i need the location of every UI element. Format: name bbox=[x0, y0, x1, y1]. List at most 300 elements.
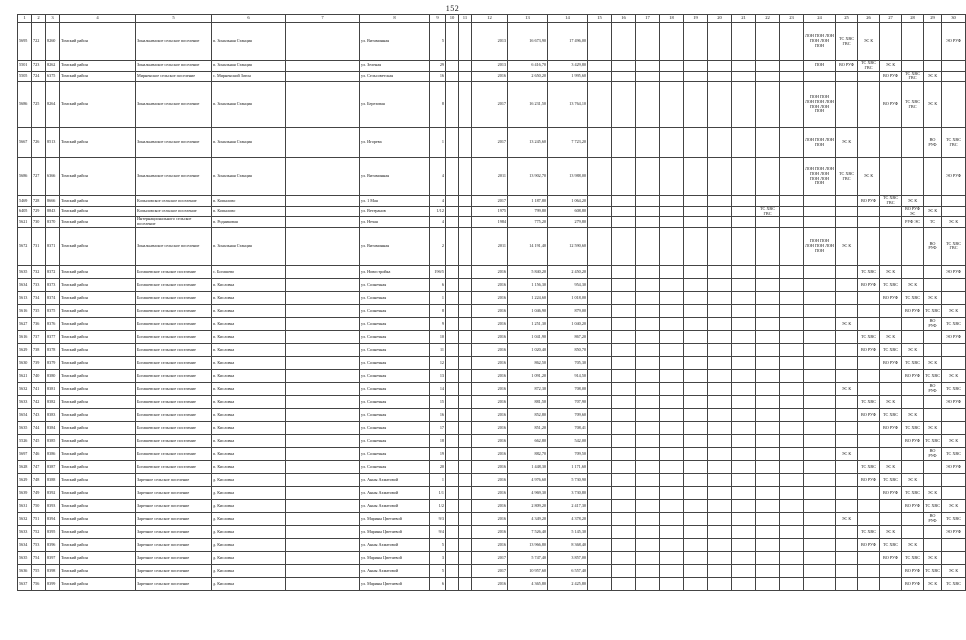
table-cell bbox=[924, 395, 942, 408]
table-cell bbox=[636, 330, 660, 343]
table-cell bbox=[612, 564, 636, 577]
table-cell bbox=[684, 61, 708, 72]
table-cell bbox=[732, 395, 756, 408]
table-cell: ЭС К bbox=[836, 512, 858, 525]
table-row bbox=[18, 158, 966, 196]
table-cell: Томский район bbox=[60, 158, 136, 196]
table-cell: 4 969,30 bbox=[508, 486, 548, 499]
table-row bbox=[18, 408, 966, 421]
table-cell: 10 957,60 bbox=[508, 564, 548, 577]
table-cell: Зональненское сельское поселение bbox=[136, 128, 212, 158]
table-cell bbox=[660, 551, 684, 564]
table-cell: 6366 bbox=[46, 158, 60, 196]
table-cell bbox=[804, 343, 836, 356]
table-cell bbox=[924, 330, 942, 343]
table-row bbox=[18, 343, 966, 356]
table-cell bbox=[780, 343, 804, 356]
table-row bbox=[18, 356, 966, 369]
table-cell: Богашевское сельское поселение bbox=[136, 382, 212, 395]
table-cell bbox=[902, 265, 924, 278]
table-cell bbox=[942, 408, 966, 421]
table-cell: 1 171,60 bbox=[548, 460, 588, 473]
table-cell: 16 231,50 bbox=[508, 82, 548, 128]
table-row bbox=[18, 317, 966, 330]
table-row bbox=[18, 499, 966, 512]
table-cell: 8396 bbox=[46, 538, 60, 551]
table-cell: РУФ ЭС bbox=[902, 217, 924, 228]
table-cell bbox=[708, 382, 732, 395]
table-cell bbox=[286, 265, 360, 278]
table-cell bbox=[684, 577, 708, 590]
table-cell bbox=[588, 356, 612, 369]
table-cell: ЭО РУФ bbox=[942, 265, 966, 278]
table-cell bbox=[612, 343, 636, 356]
column-number: 13 bbox=[508, 15, 548, 23]
table-cell: ТС ХВС bbox=[924, 434, 942, 447]
register-table bbox=[17, 14, 966, 591]
table-cell bbox=[612, 434, 636, 447]
table-cell bbox=[780, 551, 804, 564]
table-cell bbox=[446, 512, 459, 525]
table-cell bbox=[286, 577, 360, 590]
table-cell bbox=[858, 447, 880, 460]
table-cell bbox=[708, 577, 732, 590]
table-cell bbox=[780, 217, 804, 228]
table-cell bbox=[836, 206, 858, 217]
column-number: 11 bbox=[459, 15, 472, 23]
table-cell: ТС ХВС bbox=[942, 317, 966, 330]
table-cell: 2016 bbox=[472, 538, 508, 551]
table-cell: Томский район bbox=[60, 330, 136, 343]
table-cell bbox=[902, 227, 924, 265]
table-cell bbox=[804, 551, 836, 564]
table-cell bbox=[588, 434, 612, 447]
table-cell bbox=[804, 577, 836, 590]
table-cell bbox=[286, 499, 360, 512]
table-cell: п. Зональная Станция bbox=[212, 158, 286, 196]
table-cell: 8264 bbox=[46, 82, 60, 128]
table-cell: 1 040,20 bbox=[548, 317, 588, 330]
table-cell bbox=[612, 460, 636, 473]
table-cell: 1 995,60 bbox=[548, 71, 588, 82]
table-cell bbox=[836, 551, 858, 564]
table-cell: 1 064,20 bbox=[548, 196, 588, 207]
table-cell bbox=[804, 356, 836, 369]
table-cell bbox=[684, 460, 708, 473]
column-number: 5 bbox=[136, 15, 212, 23]
table-cell: 850,70 bbox=[548, 343, 588, 356]
table-cell: 2016 bbox=[472, 317, 508, 330]
table-cell: ул. Новостройка bbox=[360, 265, 430, 278]
table-cell bbox=[636, 61, 660, 72]
table-cell bbox=[286, 538, 360, 551]
table-cell bbox=[612, 61, 636, 72]
table-cell bbox=[459, 206, 472, 217]
table-cell bbox=[684, 499, 708, 512]
table-cell bbox=[902, 447, 924, 460]
table-cell bbox=[286, 434, 360, 447]
table-cell bbox=[660, 473, 684, 486]
table-cell: ВО РУФ bbox=[924, 382, 942, 395]
table-cell: 5667 bbox=[18, 128, 32, 158]
column-number: 28 bbox=[902, 15, 924, 23]
table-cell: Заречное сельское поселение bbox=[136, 551, 212, 564]
table-cell: 731 bbox=[32, 227, 46, 265]
table-cell: Томский район bbox=[60, 525, 136, 538]
table-cell: ВО РУФ bbox=[924, 227, 942, 265]
table-cell bbox=[836, 486, 858, 499]
table-cell bbox=[588, 564, 612, 577]
table-cell bbox=[708, 304, 732, 317]
table-cell bbox=[286, 421, 360, 434]
table-cell: п. Родниковая bbox=[212, 217, 286, 228]
table-cell bbox=[780, 206, 804, 217]
table-cell: 8381 bbox=[46, 382, 60, 395]
column-number: 10 bbox=[446, 15, 459, 23]
table-cell bbox=[804, 291, 836, 304]
table-cell bbox=[708, 447, 732, 460]
table-cell: ЭС К bbox=[924, 577, 942, 590]
table-cell: 734 bbox=[32, 291, 46, 304]
table-cell bbox=[636, 317, 660, 330]
table-cell bbox=[684, 447, 708, 460]
table-cell: 2 809,20 bbox=[508, 499, 548, 512]
table-cell bbox=[588, 538, 612, 551]
table-cell: 29 bbox=[430, 61, 446, 72]
table-cell: 2 bbox=[430, 227, 446, 265]
table-row bbox=[18, 551, 966, 564]
table-cell bbox=[836, 499, 858, 512]
table-cell: Зональненское сельское поселение bbox=[136, 158, 212, 196]
table-cell bbox=[902, 382, 924, 395]
table-cell bbox=[660, 395, 684, 408]
table-cell: 662,80 bbox=[508, 434, 548, 447]
table-cell: 751 bbox=[32, 512, 46, 525]
table-cell: Томский район bbox=[60, 538, 136, 551]
table-cell bbox=[732, 382, 756, 395]
table-cell bbox=[880, 447, 902, 460]
table-cell: 724 bbox=[32, 71, 46, 82]
table-cell bbox=[636, 291, 660, 304]
table-cell bbox=[588, 304, 612, 317]
table-cell: ЭО РУФ bbox=[942, 395, 966, 408]
table-cell: Томский район bbox=[60, 460, 136, 473]
table-cell bbox=[459, 128, 472, 158]
table-cell bbox=[286, 564, 360, 577]
table-cell bbox=[708, 71, 732, 82]
table-cell: ЭС К bbox=[924, 206, 942, 217]
table-cell bbox=[660, 71, 684, 82]
table-cell bbox=[780, 158, 804, 196]
table-cell bbox=[804, 564, 836, 577]
table-cell bbox=[756, 23, 780, 61]
table-cell bbox=[588, 217, 612, 228]
table-cell bbox=[804, 486, 836, 499]
table-cell bbox=[708, 395, 732, 408]
table-cell bbox=[880, 158, 902, 196]
table-cell bbox=[732, 196, 756, 207]
table-cell: 15 bbox=[430, 395, 446, 408]
table-cell: п. Кисловка bbox=[212, 369, 286, 382]
column-number: 15 bbox=[588, 15, 612, 23]
table-cell: 756 bbox=[32, 577, 46, 590]
table-cell: 8399 bbox=[46, 577, 60, 590]
table-cell bbox=[636, 304, 660, 317]
table-cell bbox=[858, 551, 880, 564]
table-cell bbox=[612, 538, 636, 551]
table-cell: п. Копылово bbox=[212, 196, 286, 207]
table-cell bbox=[804, 499, 836, 512]
table-cell bbox=[612, 421, 636, 434]
table-cell bbox=[636, 278, 660, 291]
table-cell bbox=[588, 158, 612, 196]
table-cell bbox=[858, 564, 880, 577]
table-cell: ЭС К bbox=[902, 408, 924, 421]
table-cell: 2016 bbox=[472, 447, 508, 460]
table-cell bbox=[836, 473, 858, 486]
table-cell bbox=[804, 382, 836, 395]
table-cell: 2013 bbox=[472, 23, 508, 61]
table-cell bbox=[780, 356, 804, 369]
table-cell: ЭС К bbox=[924, 291, 942, 304]
table-cell bbox=[612, 227, 636, 265]
table-cell bbox=[756, 317, 780, 330]
table-cell: ЭС К bbox=[858, 23, 880, 61]
table-cell bbox=[780, 330, 804, 343]
table-cell: ЭС К bbox=[836, 317, 858, 330]
table-cell bbox=[612, 196, 636, 207]
table-cell bbox=[446, 421, 459, 434]
table-cell: ЭС К bbox=[924, 551, 942, 564]
table-cell bbox=[684, 551, 708, 564]
table-cell bbox=[836, 564, 858, 577]
table-cell bbox=[660, 447, 684, 460]
table-cell bbox=[924, 265, 942, 278]
table-cell bbox=[446, 369, 459, 382]
table-cell: 2016 bbox=[472, 265, 508, 278]
table-cell bbox=[636, 217, 660, 228]
table-cell: ул. Сельсоветская bbox=[360, 71, 430, 82]
table-cell: ул. Солнечная bbox=[360, 291, 430, 304]
table-row bbox=[18, 128, 966, 158]
table-cell: 5695 bbox=[18, 23, 32, 61]
table-cell: 5631 bbox=[18, 499, 32, 512]
table-cell: п. Зональная Станция bbox=[212, 82, 286, 128]
table-cell: ВО РУФ bbox=[836, 61, 858, 72]
table-cell bbox=[780, 486, 804, 499]
table-cell bbox=[684, 317, 708, 330]
table-cell: ТС ХВС ГВС bbox=[880, 196, 902, 207]
table-cell: ТС ХВС ГВС bbox=[942, 227, 966, 265]
table-cell bbox=[612, 71, 636, 82]
table-cell: 5635 bbox=[18, 421, 32, 434]
table-cell bbox=[459, 330, 472, 343]
table-cell bbox=[459, 265, 472, 278]
table-cell: 5686 bbox=[18, 158, 32, 196]
table-cell bbox=[708, 82, 732, 128]
table-cell bbox=[804, 206, 836, 217]
table-cell: Богашевское сельское поселение bbox=[136, 408, 212, 421]
table-cell: ЭС К bbox=[924, 71, 942, 82]
table-cell: ЭС К bbox=[836, 447, 858, 460]
table-row bbox=[18, 82, 966, 128]
table-cell: ул. Анны Ахматовой bbox=[360, 486, 430, 499]
table-cell: 6 557,40 bbox=[548, 564, 588, 577]
table-cell: 1/12 bbox=[430, 206, 446, 217]
table-cell bbox=[684, 486, 708, 499]
table-cell: ТС ХВС ГВС bbox=[836, 158, 858, 196]
table-cell bbox=[660, 291, 684, 304]
table-cell: Томский район bbox=[60, 434, 136, 447]
table-cell: п. Кисловка bbox=[212, 304, 286, 317]
table-cell bbox=[756, 408, 780, 421]
table-cell bbox=[446, 61, 459, 72]
table-cell: 2016 bbox=[472, 395, 508, 408]
table-cell: п. Кисловка bbox=[212, 330, 286, 343]
table-cell: 5 bbox=[430, 23, 446, 61]
column-number: 26 bbox=[858, 15, 880, 23]
table-cell bbox=[858, 82, 880, 128]
table-cell: Богашевское сельское поселение bbox=[136, 278, 212, 291]
table-row bbox=[18, 434, 966, 447]
table-cell: 728 bbox=[32, 196, 46, 207]
table-cell bbox=[459, 317, 472, 330]
table-cell bbox=[708, 23, 732, 61]
table-cell bbox=[858, 486, 880, 499]
table-cell: Томский район bbox=[60, 317, 136, 330]
table-cell: 954,30 bbox=[548, 278, 588, 291]
table-cell bbox=[660, 317, 684, 330]
table-cell: ул. Солнечная bbox=[360, 369, 430, 382]
table-cell bbox=[708, 265, 732, 278]
table-cell bbox=[446, 499, 459, 512]
table-cell bbox=[708, 551, 732, 564]
table-cell: 13 764,10 bbox=[548, 82, 588, 128]
table-cell bbox=[708, 227, 732, 265]
table-cell: д. Кисловка bbox=[212, 564, 286, 577]
table-cell: 8384 bbox=[46, 421, 60, 434]
table-cell: Томский район bbox=[60, 61, 136, 72]
table-cell bbox=[286, 460, 360, 473]
table-cell bbox=[804, 369, 836, 382]
table-cell: 2016 bbox=[472, 304, 508, 317]
table-cell bbox=[708, 486, 732, 499]
table-cell bbox=[459, 551, 472, 564]
table-cell bbox=[780, 23, 804, 61]
table-cell: Богашевское сельское поселение bbox=[136, 330, 212, 343]
table-cell: ВО РУФ bbox=[858, 408, 880, 421]
table-cell: Богашевское сельское поселение bbox=[136, 356, 212, 369]
table-cell bbox=[588, 206, 612, 217]
table-cell: 2 450,20 bbox=[548, 265, 588, 278]
table-cell bbox=[660, 265, 684, 278]
table-cell bbox=[756, 61, 780, 72]
table-cell bbox=[880, 382, 902, 395]
table-cell: 5 747,40 bbox=[508, 551, 548, 564]
table-cell bbox=[780, 447, 804, 460]
table-cell: Томский район bbox=[60, 217, 136, 228]
table-cell bbox=[446, 525, 459, 538]
table-cell bbox=[684, 158, 708, 196]
table-cell: ул. Солнечная bbox=[360, 278, 430, 291]
table-cell: ЭО РУФ bbox=[942, 525, 966, 538]
table-cell bbox=[708, 408, 732, 421]
table-cell bbox=[588, 61, 612, 72]
table-cell bbox=[804, 421, 836, 434]
table-cell: ВО РУФ bbox=[924, 512, 942, 525]
table-cell: 6 bbox=[430, 577, 446, 590]
table-cell: Заречное сельское поселение bbox=[136, 538, 212, 551]
table-cell bbox=[836, 525, 858, 538]
table-cell bbox=[612, 382, 636, 395]
table-cell bbox=[780, 61, 804, 72]
table-cell bbox=[858, 291, 880, 304]
table-cell: ТС ХВС bbox=[858, 525, 880, 538]
table-cell: 852,80 bbox=[508, 408, 548, 421]
table-cell: ВО РУФ bbox=[858, 196, 880, 207]
table-cell bbox=[942, 538, 966, 551]
table-cell bbox=[780, 538, 804, 551]
table-cell: 8395 bbox=[46, 525, 60, 538]
table-cell bbox=[804, 196, 836, 207]
table-cell: 8375 bbox=[46, 304, 60, 317]
table-cell: 749 bbox=[32, 486, 46, 499]
table-cell bbox=[286, 330, 360, 343]
table-cell: 748 bbox=[32, 473, 46, 486]
table-cell bbox=[459, 227, 472, 265]
table-cell bbox=[588, 291, 612, 304]
table-cell: п. Зональная Станция bbox=[212, 227, 286, 265]
table-cell bbox=[780, 499, 804, 512]
table-cell: 737 bbox=[32, 330, 46, 343]
table-cell bbox=[660, 525, 684, 538]
table-cell bbox=[636, 23, 660, 61]
table-cell: 1 091,20 bbox=[508, 369, 548, 382]
table-cell bbox=[636, 551, 660, 564]
table-cell bbox=[836, 71, 858, 82]
table-cell: ТС ХВС bbox=[924, 304, 942, 317]
column-number: 24 bbox=[804, 15, 836, 23]
table-cell: 5634 bbox=[18, 538, 32, 551]
table-cell: с. Богашево bbox=[212, 265, 286, 278]
table-cell bbox=[459, 304, 472, 317]
table-cell: ТС ХВС bbox=[880, 473, 902, 486]
table-cell bbox=[902, 525, 924, 538]
table-cell bbox=[660, 158, 684, 196]
table-cell bbox=[612, 158, 636, 196]
table-cell: 2016 bbox=[472, 460, 508, 473]
table-row bbox=[18, 278, 966, 291]
table-cell: ТС ХВС bbox=[942, 577, 966, 590]
table-cell bbox=[708, 196, 732, 207]
table-cell bbox=[588, 551, 612, 564]
table-cell bbox=[612, 304, 636, 317]
table-cell: ВО РУФ bbox=[880, 291, 902, 304]
table-cell: ТС ХВС bbox=[858, 330, 880, 343]
table-cell: ЭС К bbox=[880, 460, 902, 473]
table-cell bbox=[708, 128, 732, 158]
table-cell: ТС ХВС bbox=[880, 538, 902, 551]
table-cell bbox=[446, 343, 459, 356]
table-cell: п. Кисловка bbox=[212, 421, 286, 434]
table-cell bbox=[446, 330, 459, 343]
table-cell: 2016 bbox=[472, 291, 508, 304]
table-cell bbox=[858, 356, 880, 369]
table-cell: 6375 bbox=[46, 71, 60, 82]
table-cell bbox=[612, 408, 636, 421]
table-cell: Томский район bbox=[60, 421, 136, 434]
table-cell bbox=[756, 382, 780, 395]
